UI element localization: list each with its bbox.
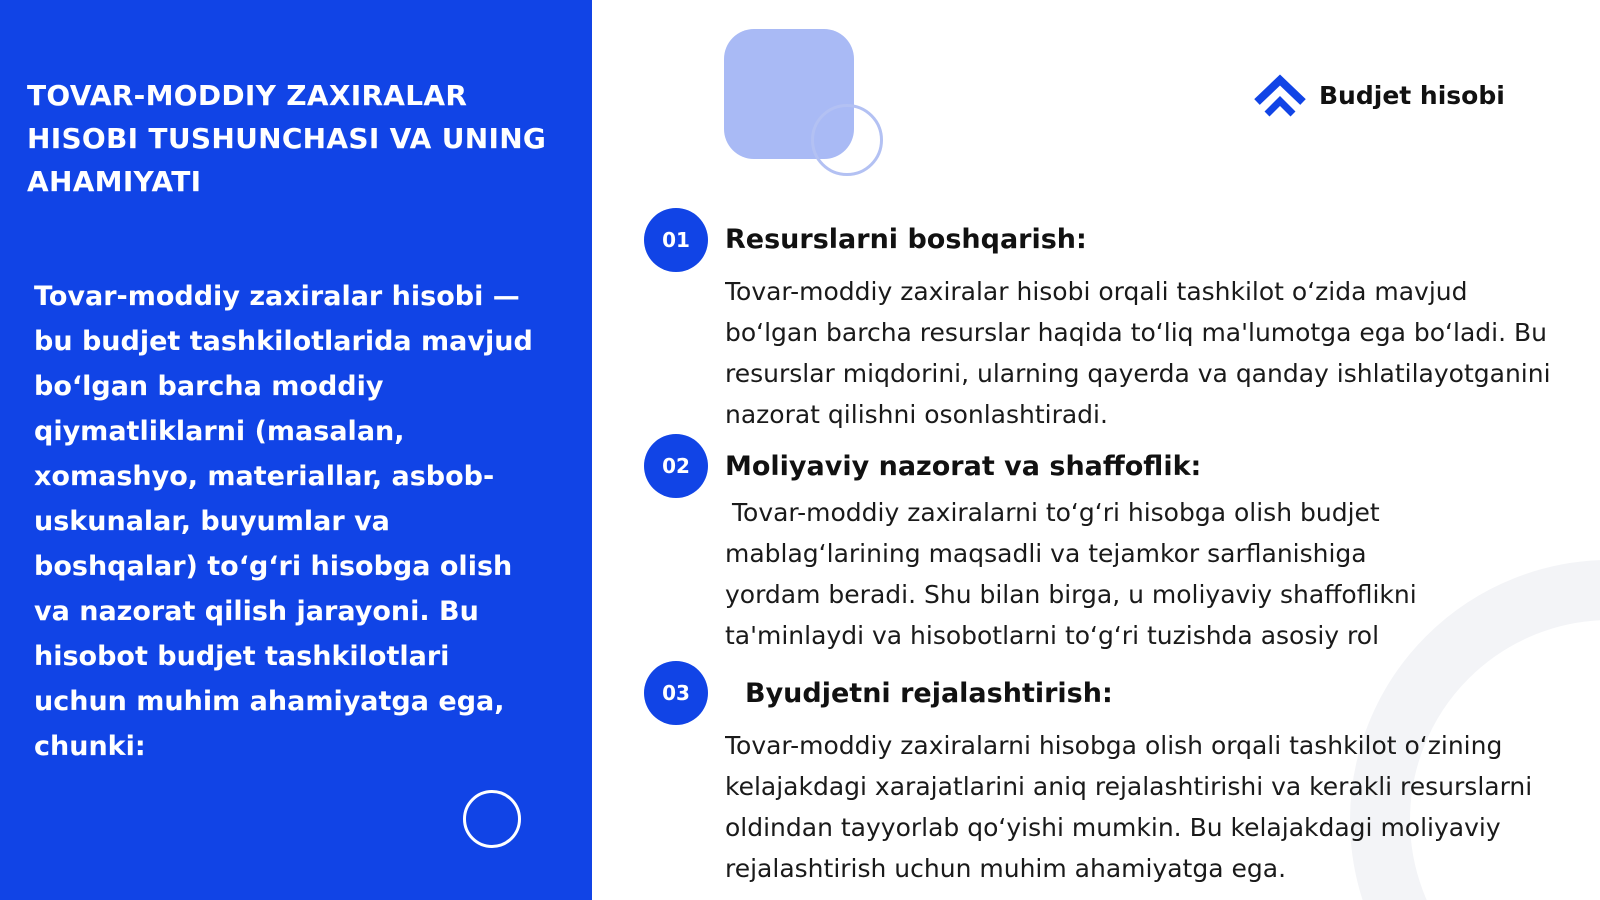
item-body: Tovar-moddiy zaxiralarni hisobga olish orqali tashkilot o‘zining kelajakdagi xarajatlarini aniq rejalashtirishi va kerakli resurslarni oldindan tayyorlab qo‘yishi mumkin. Bu kelajakdagi moliyaviy rejalashtirish uchun muhim ahamiyatga ega. (725, 731, 1533, 883)
item-number-badge: 03 (644, 661, 708, 725)
item-number-badge: 01 (644, 208, 708, 272)
decorative-ring-icon (463, 790, 521, 848)
item-body: Tovar-moddiy zaxiralarni to‘g‘ri hisobga olish budjet mablag‘larining maqsadli va tejamkor sarflanishiga yordam beradi. Shu bilan birga, u moliyaviy shaffoflikni ta'minlaydi va hisobotlarni to‘g‘ri tuzishda asosiy rol (725, 498, 1417, 650)
slide-title: TOVAR-MODDIY ZAXIRALAR HISOBI TUSHUNCHASI VA UNING AHAMIYATI (27, 79, 547, 198)
brand-logo (1253, 72, 1505, 118)
left-panel (0, 0, 592, 900)
item-heading: Resurslarni boshqarish: (725, 224, 1087, 255)
item-body: Tovar-moddiy zaxiralar hisobi orqali tashkilot o‘zida mavjud bo‘lgan barcha resurslar haqida to‘liq ma'lumotga ega bo‘ladi. Bu resurslar miqdorini, ularning qayerda va qanday ishlatilayotganini nazorat qilishni osonlashtiradi. (725, 277, 1551, 429)
brand-name: Budjet hisobi (1319, 80, 1505, 110)
item-number-badge: 02 (644, 434, 708, 498)
intro-text: Tovar-moddiy zaxiralar hisobi — bu budjet tashkilotlarida mavjud bo‘lgan barcha moddiy qiymatliklarni (masalan, xomashyo, materiallar, asbob-uskunalar, buyumlar va boshqalar) to‘g‘ri hisobga olish va nazorat qilish jarayoni. Bu hisobot budjet tashkilotlari uchun muhim ahamiyatga ega, chunki: (34, 281, 533, 762)
double-chevron-up-logo-icon (1253, 72, 1307, 118)
item-heading: Byudjetni rejalashtirish: (745, 678, 1113, 709)
item-heading: Moliyaviy nazorat va shaffoflik: (725, 451, 1202, 482)
decorative-circle-outline (811, 104, 883, 176)
